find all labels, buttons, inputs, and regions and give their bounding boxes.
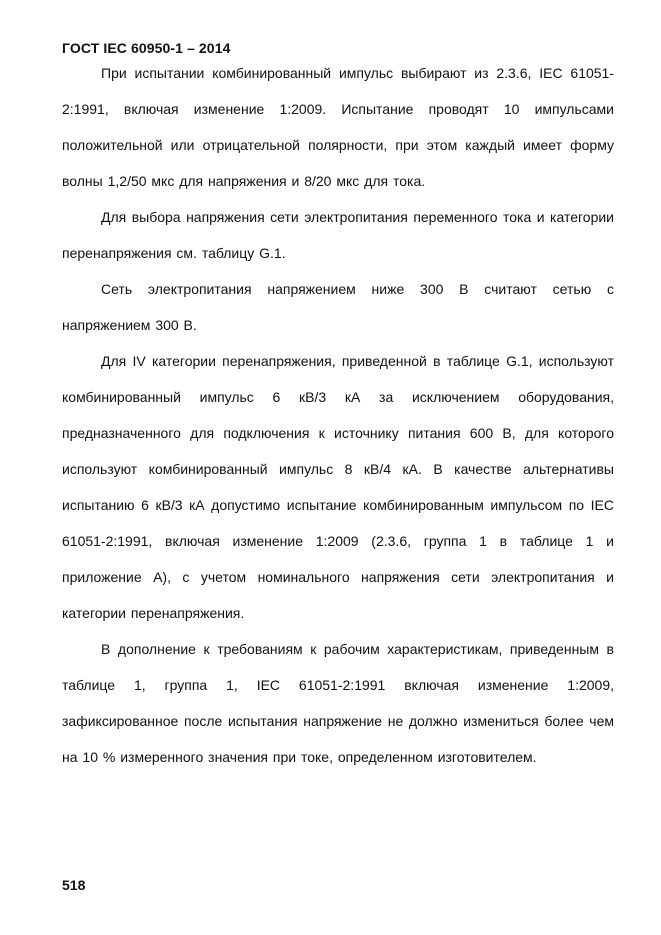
paragraph-1: При испытании комбинированный импульс выбирают из 2.3.6, IEC 61051-2:1991, включая изменение 1:2009. Испытание проводят 10 импульсами положительной или отрицательной полярности, при этом каждый имеет форму волны 1,2/50 мкс для напряжения и 8/20 мкс для тока. — [62, 65, 614, 189]
document-header: ГОСТ IEC 60950-1 – 2014 — [62, 40, 231, 56]
paragraph-2: Для выбора напряжения сети электропитания переменного тока и категории перенапряжения см. таблицу G.1. — [62, 209, 614, 261]
page-number: 518 — [62, 877, 86, 893]
paragraph-4: Для IV категории перенапряжения, приведенной в таблице G.1, используют комбинированный импульс 6 кВ/3 кА за исключением оборудования, предназначенного для подключения к источнику питания 600 В, для которого используют комбинированный импульс 8 кВ/4 кА. В качестве альтернативы испытанию 6 кВ/3 кА допустимо испытание комбинированным импульсом по IEC 61051-2:1991, включая изменение 1:2009 (2.3.6, группа 1 в таблице 1 и приложение А), с учетом номинального напряжения сети электропитания и категории перенапряжения. — [62, 353, 614, 621]
paragraph-5: В дополнение к требованиям к рабочим характеристикам, приведенным в таблице 1, группа 1, IEC 61051-2:1991 включая изменение 1:2009, зафиксированное после испытания напряжение не должно измениться более чем на 10 % измеренного значения при токе, определенном изготовителем. — [62, 641, 614, 765]
paragraph-3: Сеть электропитания напряжением ниже 300 В считают сетью с напряжением 300 В. — [62, 281, 614, 333]
document-body — [62, 55, 614, 775]
